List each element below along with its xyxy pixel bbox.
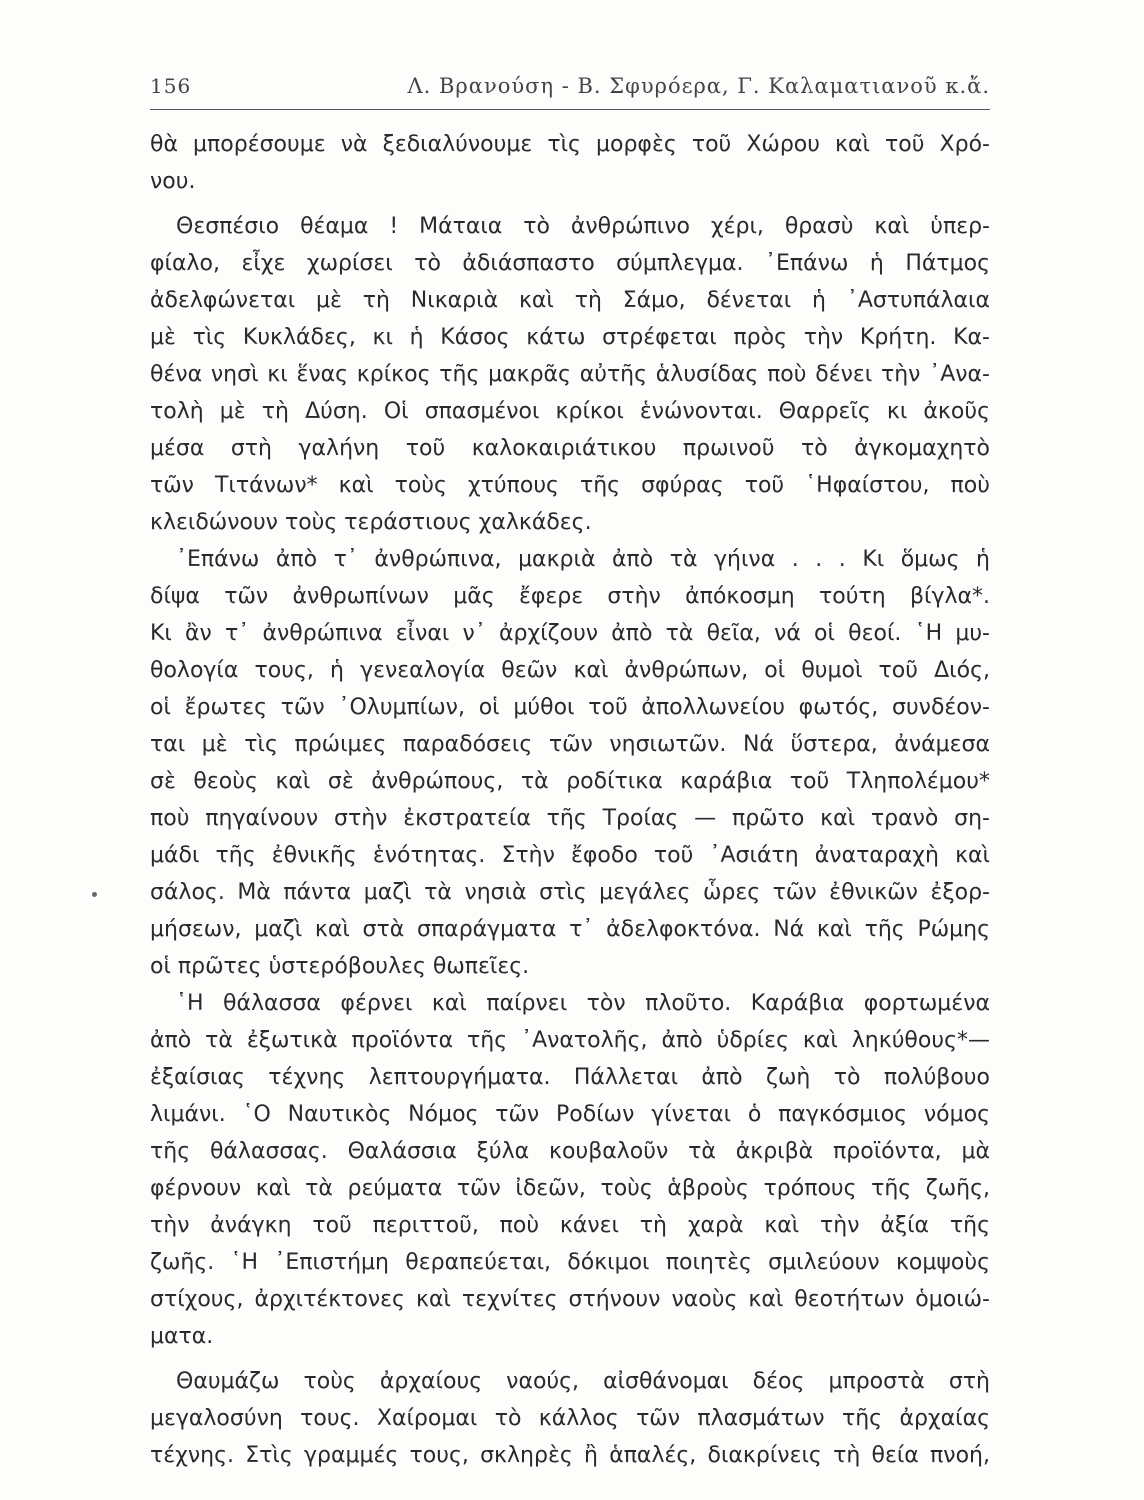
paragraph [150, 126, 990, 200]
text-line: τέχνης. Στὶς γραμμές τους, σκληρὲς ἢ ἁπαλές, διακρίνεις τὴ θεία πνοή, [150, 1443, 990, 1468]
text-line: τολὴ μὲ τὴ Δύση. Οἱ σπασμένοι κρίκοι ἑνώνονται. Θαρρεῖς κι ἀκοῦς [150, 399, 990, 424]
text-line: ἀπὸ τὰ ἐξωτικὰ προϊόντα τῆς ᾿Ανατολῆς, ἀπὸ ὑδρίες καὶ ληκύθους*— [150, 1028, 990, 1053]
text-line: φίαλο, εἶχε χωρίσει τὸ ἀδιάσπαστο σύμπλεγμα. ᾿Επάνω ἡ Πάτμος [150, 251, 990, 276]
text-line: ματα. [150, 1324, 214, 1349]
text-line: θένα νησὶ κι ἕνας κρίκος τῆς μακρᾶς αὐτῆς ἁλυσίδας ποὺ δένει τὴν ᾿Ανα- [150, 362, 990, 387]
text-line: στίχους, ἀρχιτέκτονες καὶ τεχνίτες στήνουν ναοὺς καὶ θεοτήτων ὁμοιώ- [150, 1287, 990, 1312]
text-line: ἐξαίσιας τέχνης λεπτουργήματα. Πάλλεται ἀπὸ ζωὴ τὸ πολύβουο [150, 1065, 990, 1090]
body-text [150, 126, 990, 1474]
text-line: ποὺ πηγαίνουν στὴν ἐκστρατεία τῆς Τροίας — πρῶτο καὶ τρανὸ ση- [150, 806, 990, 831]
stray-ink-dot [92, 892, 97, 897]
text-line: ἀδελφώνεται μὲ τὴ Νικαριὰ καὶ τὴ Σάμο, δένεται ἡ ᾿Αστυπάλαια [150, 288, 990, 313]
text-line: τῆς θάλασσας. Θαλάσσια ξύλα κουβαλοῦν τὰ ἀκριβὰ προϊόντα, μὰ [150, 1139, 990, 1164]
text-line: σάλος. Μὰ πάντα μαζὶ τὰ νησιὰ στὶς μεγάλες ὧρες τῶν ἐθνικῶν ἐξορ- [150, 880, 990, 905]
text-line: μήσεων, μαζὶ καὶ στὰ σπαράγματα τ᾿ ἀδελφοκτόνα. Νά καὶ τῆς Ρώμης [150, 917, 990, 942]
text-line: δίψα τῶν ἀνθρωπίνων μᾶς ἔφερε στὴν ἀπόκοσμη τούτη βίγλα*. [150, 584, 990, 609]
text-line: φέρνουν καὶ τὰ ρεύματα τῶν ἰδεῶν, τοὺς ἁβροὺς τρόπους τῆς ζωῆς, [150, 1176, 990, 1201]
text-line: μάδι τῆς ἐθνικῆς ἑνότητας. Στὴν ἔφοδο τοῦ ᾿Ασιάτη ἀναταραχὴ καὶ [150, 843, 990, 868]
text-line: ῾Η θάλασσα φέρνει καὶ παίρνει τὸν πλοῦτο. Καράβια φορτωμένα [176, 991, 990, 1016]
page-header [150, 72, 990, 106]
text-line: μέσα στὴ γαλήνη τοῦ καλοκαιριάτικου πρωινοῦ τὸ ἀγκομαχητὸ [150, 436, 990, 461]
text-line: οἱ ἔρωτες τῶν ᾿Ολυμπίων, οἱ μύθοι τοῦ ἀπολλωνείου φωτός, συνδέον- [150, 695, 990, 720]
text-line: Κι ἂν τ᾿ ἀνθρώπινα εἶναι ν᾿ ἀρχίζουν ἀπὸ τὰ θεῖα, νά οἱ θεοί. ῾Η μυ- [150, 621, 990, 646]
text-line: μεγαλοσύνη τους. Χαίρομαι τὸ κάλλος τῶν πλασμάτων τῆς ἀρχαίας [150, 1406, 990, 1431]
text-line: θολογία τους, ἡ γενεαλογία θεῶν καὶ ἀνθρώπων, οἱ θυμοὶ τοῦ Διός, [150, 658, 990, 683]
running-head: Λ. Βρανούση - Β. Σφυρόερα, Γ. Καλαματιανοῦ κ.ἄ. [407, 74, 990, 98]
text-line: Θαυμάζω τοὺς ἀρχαίους ναούς, αἰσθάνομαι δέος μπροστὰ στὴ [176, 1369, 990, 1394]
text-line: οἱ πρῶτες ὑστερόβουλες θωπεῖες. [150, 954, 530, 979]
text-line: μὲ τὶς Κυκλάδες, κι ἡ Κάσος κάτω στρέφεται πρὸς τὴν Κρήτη. Κα- [150, 325, 990, 350]
page-number: 156 [150, 74, 192, 98]
text-line: θὰ μπορέσουμε νὰ ξεδιαλύνουμε τὶς μορφὲς τοῦ Χώρου καὶ τοῦ Χρό- [150, 132, 990, 157]
header-rule [150, 109, 990, 110]
text-line: σὲ θεοὺς καὶ σὲ ἀνθρώπους, τὰ ροδίτικα καράβια τοῦ Τληπολέμου* [150, 769, 990, 794]
text-line: νου. [150, 169, 196, 194]
paragraph [150, 985, 990, 1355]
text-line: τῶν Τιτάνων* καὶ τοὺς χτύπους τῆς σφύρας τοῦ ῾Ηφαίστου, ποὺ [150, 473, 990, 498]
text-line: τὴν ἀνάγκη τοῦ περιττοῦ, ποὺ κάνει τὴ χαρὰ καὶ τὴν ἀξία τῆς [150, 1213, 990, 1238]
paragraph [150, 208, 990, 541]
text-line: κλειδώνουν τοὺς τεράστιους χαλκάδες. [150, 510, 592, 535]
text-line: ᾿Επάνω ἀπὸ τ᾿ ἀνθρώπινα, μακριὰ ἀπὸ τὰ γήινα . . . Κι ὅμως ἡ [176, 547, 990, 572]
text-line: λιμάνι. ῾Ο Ναυτικὸς Νόμος τῶν Ροδίων γίνεται ὁ παγκόσμιος νόμος [150, 1102, 990, 1127]
text-line: ζωῆς. ῾Η ᾿Επιστήμη θεραπεύεται, δόκιμοι ποιητὲς σμιλεύουν κομψοὺς [150, 1250, 990, 1275]
text-line: ται μὲ τὶς πρώιμες παραδόσεις τῶν νησιωτῶν. Νά ὕστερα, ἀνάμεσα [150, 732, 990, 757]
text-line: Θεσπέσιο θέαμα ! Μάταια τὸ ἀνθρώπινο χέρι, θρασὺ καὶ ὑπερ- [176, 214, 990, 239]
paragraph [150, 541, 990, 985]
paragraph [150, 1363, 990, 1474]
